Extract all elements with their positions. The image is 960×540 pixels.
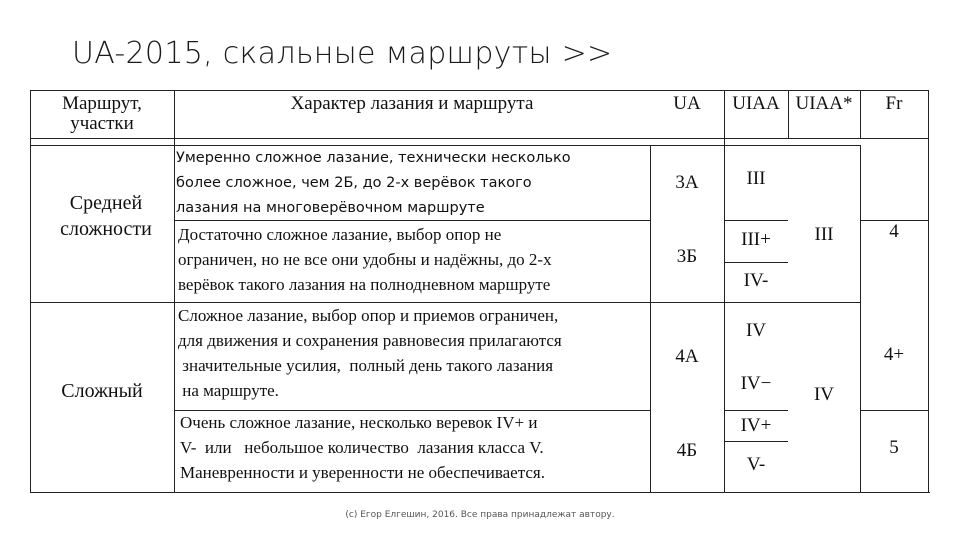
row-1-line-3: лазания на многоверёвочном маршруте [176, 200, 485, 216]
row-4-line-1: Очень сложное лазание, несколько веревок IV+ и [180, 413, 538, 432]
row-4-ua: 4Б [676, 440, 698, 461]
row-3-line-1: Сложное лазание, выбор опор и приемов ограничен, [178, 306, 559, 325]
row-4-uiaa-1: IV+ [740, 415, 772, 436]
row-1-description [176, 146, 571, 221]
row-3-ua: 4А [675, 346, 699, 367]
header-uiaa: UIAA [732, 93, 780, 114]
row-4-line-2: V- или небольшое количество лазания класса V. [180, 438, 544, 457]
header-character: Характер лазания и маршрута [290, 93, 534, 114]
row-1-line-2: более сложное, чем 2Б, до 2-х верёвок такого [176, 175, 532, 191]
header-uiaa-star: UIAA* [795, 93, 853, 114]
header-route: Маршрут, участки [62, 93, 142, 134]
fr-1: 4 [889, 221, 899, 242]
fr-3: 5 [889, 437, 899, 458]
category-hard: Сложный [61, 380, 143, 402]
row-3-line-4: на маршруте. [178, 381, 279, 400]
header-fr: Fr [885, 93, 903, 114]
uiaa-star-medium: III [814, 224, 834, 245]
row-1-line-1: Умеренно сложное лазание, технически несколько [176, 150, 571, 166]
row-1-ua: 3А [675, 172, 699, 193]
category-medium: Средней сложности [60, 192, 152, 240]
row-4-uiaa-2: V- [746, 454, 766, 475]
fr-2: 4+ [883, 344, 905, 365]
row-2-line-2: ограничен, но не все они удобны и надёжны, до 2-х [178, 250, 552, 269]
row-2-uiaa-2: IV- [743, 270, 769, 291]
row-2-line-3: верёвок такого лазания на полнодневном маршруте [178, 275, 551, 294]
slide-title: UA-2015, скальные маршруты >> [72, 36, 613, 71]
row-4-line-3: Маневренности и уверенности не обеспечивается. [180, 463, 545, 482]
row-4-description [180, 410, 545, 485]
row-1-uiaa: III [746, 168, 766, 189]
row-3-description [178, 303, 562, 403]
row-2-line-1: Достаточно сложное лазание, выбор опор не [178, 225, 502, 244]
row-3-uiaa-2: IV− [740, 373, 772, 394]
row-2-description [178, 222, 552, 297]
row-3-uiaa-1: IV [745, 320, 767, 341]
row-2-ua: 3Б [676, 246, 698, 267]
header-ua: UA [673, 93, 701, 114]
row-2-uiaa-1: III+ [741, 229, 771, 250]
row-3-line-2: для движения и сохранения равновесия прилагаются [178, 331, 562, 350]
row-3-line-3: значительные усилия, полный день такого лазания [178, 356, 554, 375]
uiaa-star-hard: IV [813, 384, 835, 405]
copyright-footer: (с) Егор Елгешин, 2016. Все права принадлежат автору. [345, 510, 615, 520]
